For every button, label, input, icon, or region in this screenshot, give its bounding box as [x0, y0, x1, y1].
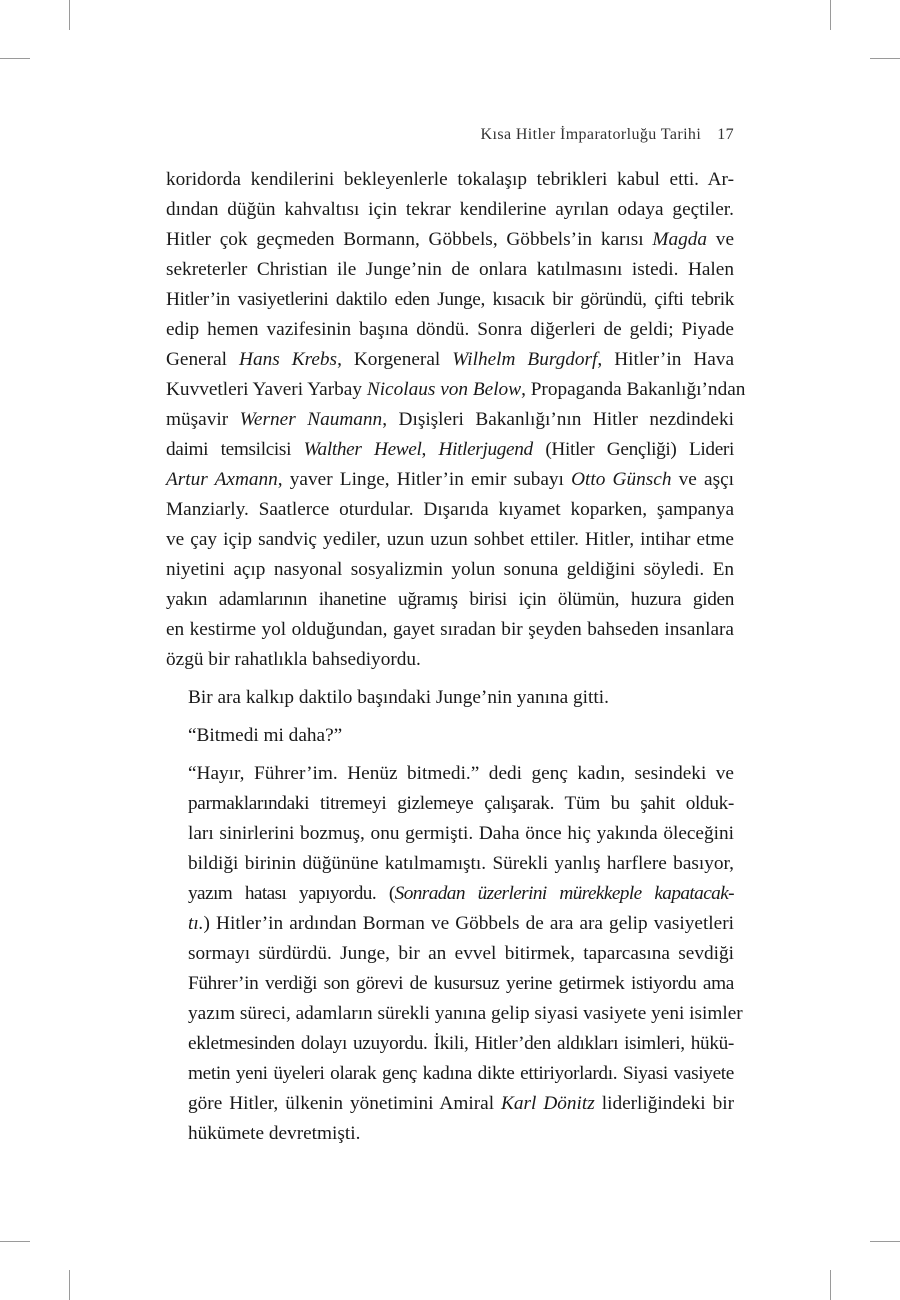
text-run: bildiği birinin düğününe katılmamıştı. Sürekli yanlış harflere basıyor,: [188, 853, 734, 874]
text-run: niyetini açıp nasyonal sosyalizmin yolun sonuna geldiğini söyledi. En: [166, 559, 734, 580]
italic-name: tı.: [188, 913, 204, 934]
text-run: Bir ara kalkıp daktilo başındaki Junge’nin yanına gitti.: [188, 687, 609, 708]
italic-name: Magda: [652, 229, 708, 250]
text-line: [166, 465, 734, 495]
text-run: sekreterler Christian ile Junge’nin de onlara katılmasını istedi. Halen: [166, 259, 734, 280]
text-line: [166, 555, 734, 585]
italic-name: Hitlerjugend: [438, 439, 533, 460]
text-run: liderliğindeki bir: [594, 1093, 734, 1114]
text-line: [166, 1089, 734, 1119]
text-line: [166, 615, 734, 645]
text-line: [166, 819, 734, 849]
text-run: Hitler çok geçmeden Bormann, Göbbels, Göbbels’in karısı: [166, 229, 653, 250]
paragraph: [166, 721, 734, 751]
text-run: ve: [707, 229, 734, 250]
text-line: [166, 683, 734, 713]
paragraph: [166, 683, 734, 713]
text-line: [166, 789, 734, 819]
paragraph: [166, 165, 746, 675]
text-run: , Dışişleri Bakanlığı’nın Hitler nezdindeki: [382, 409, 734, 430]
text-line: [166, 759, 734, 789]
text-line: [166, 345, 734, 375]
text-run: ekletmesinden dolayı uzuyordu. İkili, Hitler’den aldıkları isimleri, hükü-: [188, 1033, 734, 1054]
text-line: [166, 879, 734, 909]
text-line: [166, 195, 734, 225]
text-run: , Korgeneral: [337, 349, 453, 370]
italic-name: Otto Günsch: [571, 469, 672, 490]
text-run: Manziarly. Saatlerce oturdular. Dışarıda kıyamet koparken, şampanya: [166, 499, 734, 520]
text-line: [166, 999, 743, 1029]
text-line: [166, 525, 734, 555]
text-run: ) Hitler’in ardından Borman ve Göbbels de ara ara gelip vasiyetleri: [203, 913, 734, 934]
italic-name: Hans Krebs: [239, 349, 338, 370]
text-run: Führer’in verdiği son görevi de kusursuz yerine getirmek istiyordu ama: [188, 973, 734, 994]
text-line: [166, 1029, 734, 1059]
text-run: , Hitler’in Hava: [597, 349, 735, 370]
text-line: [166, 255, 734, 285]
text-run: General: [166, 349, 240, 370]
text-run: metin yeni üyeleri olarak genç kadına dikte ettiriyorlardı. Siyasi vasiyete: [188, 1063, 734, 1084]
text-line: [166, 495, 734, 525]
italic-name: Wilhelm Burgdorf: [452, 349, 598, 370]
text-line: [166, 1059, 734, 1089]
italic-name: Werner Naumann: [239, 409, 383, 430]
body-text: [166, 165, 746, 1149]
crop-mark: [870, 1241, 900, 1242]
text-run: , Propaganda Bakanlığı’ndan: [521, 379, 746, 400]
text-run: daimi temsilcisi: [166, 439, 304, 460]
text-line: [166, 849, 734, 879]
italic-name: Nicolaus von Below: [366, 379, 522, 400]
text-run: en kestirme yol olduğundan, gayet sıradan bir şeyden bahseden insanlara: [166, 619, 734, 640]
text-line: [166, 435, 734, 465]
text-line: [166, 909, 734, 939]
text-line: [166, 315, 734, 345]
text-line: [166, 585, 734, 615]
italic-name: Artur Axmann: [166, 469, 278, 490]
crop-mark: [69, 1270, 70, 1300]
text-run: koridorda kendilerini bekleyenlerle tokalaşıp tebrikleri kabul etti. Ar-: [166, 169, 734, 190]
text-line: [166, 721, 734, 751]
crop-mark: [870, 58, 900, 59]
text-run: (Hitler Gençliği) Lideri: [532, 439, 734, 460]
paragraph: [166, 759, 743, 1149]
text-line: [166, 645, 734, 675]
text-run: ,: [421, 439, 439, 460]
text-run: ve çay içip sandviç yediler, uzun uzun sohbet ettiler. Hitler, intihar etme: [166, 529, 734, 550]
text-run: dından düğün kahvaltısı için tekrar kendilerine ayrılan odaya geçtiler.: [166, 199, 734, 220]
text-run: Kuvvetleri Yaveri Yarbay: [166, 379, 367, 400]
text-line: [166, 969, 734, 999]
italic-name: Sonradan üzerlerini mürekkeple kapatacak-: [394, 883, 734, 904]
text-run: “Bitmedi mi daha?”: [188, 725, 343, 746]
text-run: müşavir: [166, 409, 240, 430]
text-run: özgü bir rahatlıkla bahsediyordu.: [166, 649, 421, 670]
text-run: ları sinirlerini bozmuş, onu germişti. Daha önce hiç yakında öleceğini: [188, 823, 734, 844]
page-number: 17: [717, 126, 734, 143]
text-line: [166, 375, 746, 405]
text-line: [166, 1119, 734, 1149]
running-header: [481, 126, 734, 144]
italic-name: Karl Dönitz: [501, 1093, 595, 1114]
text-line: [166, 939, 734, 969]
crop-mark: [830, 0, 831, 30]
text-run: edip hemen vazifesinin başına döndü. Sonra diğerleri de geldi; Piyade: [166, 319, 734, 340]
text-run: göre Hitler, ülkenin yönetimini Amiral: [188, 1093, 502, 1114]
text-line: [166, 225, 734, 255]
text-line: [166, 285, 734, 315]
text-run: Hitler’in vasiyetlerini daktilo eden Junge, kısacık bir göründü, çifti tebrik: [166, 289, 734, 310]
text-run: , yaver Linge, Hitler’in emir subayı: [277, 469, 572, 490]
text-run: “Hayır, Führer’im. Henüz bitmedi.” dedi genç kadın, sesindeki ve: [188, 763, 734, 784]
text-run: yazım süreci, adamların sürekli yanına gelip siyasi vasiyete yeni isimler: [188, 1003, 743, 1024]
text-run: ve aşçı: [671, 469, 734, 490]
text-line: [166, 405, 734, 435]
crop-mark: [830, 1270, 831, 1300]
text-run: sormayı sürdürdü. Junge, bir an evvel bitirmek, taparcasına sevdiği: [188, 943, 734, 964]
text-run: hükümete devretmişti.: [188, 1123, 361, 1144]
crop-mark: [0, 58, 30, 59]
text-run: yazım hatası yapıyordu. (: [188, 883, 395, 904]
crop-mark: [69, 0, 70, 30]
book-title: Kısa Hitler İmparatorluğu Tarihi: [480, 126, 702, 143]
text-run: parmaklarındaki titremeyi gizlemeye çalışarak. Tüm bu şahit olduk-: [188, 793, 734, 814]
text-line: [166, 165, 734, 195]
crop-mark: [0, 1241, 30, 1242]
text-run: yakın adamlarının ihanetine uğramış birisi için ölümün, huzura giden: [166, 589, 734, 610]
italic-name: Walther Hewel: [303, 439, 422, 460]
